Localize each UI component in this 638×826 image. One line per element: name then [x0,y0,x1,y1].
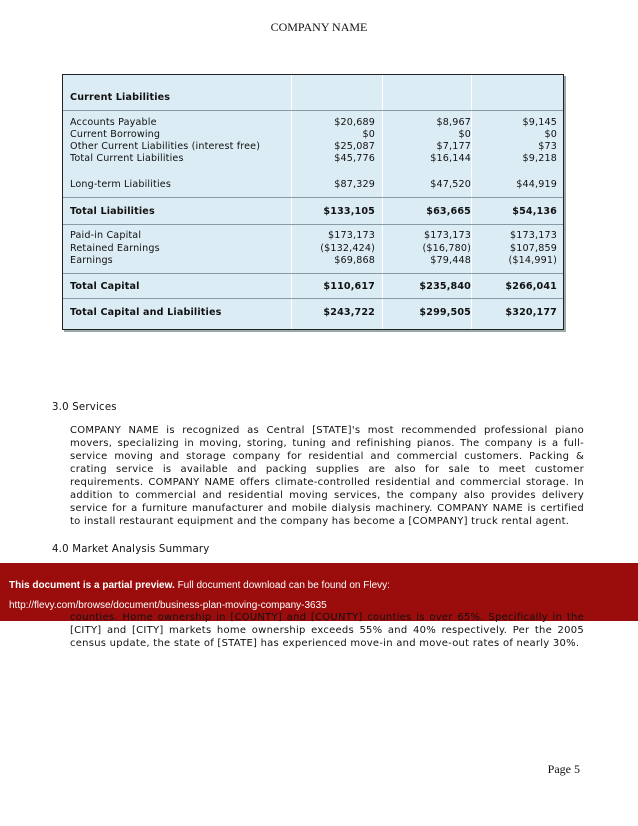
row-label: Accounts Payable [70,117,157,128]
cell-value: $243,722 [323,307,375,318]
row-label: Total Capital and Liabilities [70,307,222,318]
cell-value: $173,173 [510,230,557,241]
cell-value: $54,136 [512,206,557,217]
table-divider [63,110,563,111]
row-label: Long-term Liabilities [70,179,171,190]
row-label: Total Capital [70,281,140,292]
table-row [63,153,563,165]
row-label: Total Liabilities [70,206,155,217]
cell-value: $79,448 [430,255,471,266]
cell-value: $9,145 [522,117,557,128]
cell-value: $63,665 [426,206,471,217]
table-row [63,141,563,153]
cell-value: $87,329 [334,179,375,190]
page-header-title: COMPANY NAME [270,20,368,34]
table-row-total [63,307,563,319]
table-section-heading [63,92,563,104]
cell-value: $16,144 [430,153,471,164]
table-divider [63,224,563,225]
cell-value: $25,087 [334,141,375,152]
banner-notice [9,580,390,591]
cell-value: $45,776 [334,153,375,164]
table-row [63,230,563,242]
page-number: Page 5 [547,762,580,776]
banner-bold-text: This document is a partial preview. [9,580,175,591]
cell-value: $235,840 [419,281,471,292]
cell-value: $133,105 [323,206,375,217]
table-row-total [63,281,563,293]
banner-rest-text: Full document download can be found on Flevy: [174,580,390,591]
cell-value: $73 [538,141,557,152]
row-label: Total Current Liabilities [70,153,184,164]
table-row-total [63,206,563,218]
cell-value: $8,967 [436,117,471,128]
table-row [63,179,563,191]
row-label: Paid-in Capital [70,230,142,241]
row-label: Earnings [70,255,113,266]
section-heading-market-analysis: 4.0 Market Analysis Summary [52,544,210,555]
cell-value: $0 [458,129,471,140]
cell-value: $173,173 [424,230,471,241]
cell-value: $44,919 [516,179,557,190]
table-row [63,117,563,129]
cell-value: $7,177 [436,141,471,152]
balance-sheet-table [62,74,564,330]
table-divider [63,197,563,198]
cell-value: ($16,780) [422,243,471,254]
table-row [63,243,563,255]
cell-value: $320,177 [505,307,557,318]
cell-value: $266,041 [505,281,557,292]
cell-value: $107,859 [510,243,557,254]
row-label: Current Borrowing [70,129,161,140]
table-row [63,129,563,141]
table-row [63,255,563,267]
market-analysis-paragraph: counties. Home ownership in [COUNTY] and [COUNTY] counties is over 65%. Specifically in the [CITY] and [CITY] markets home ownership exceeds 55% and 40% respectively. Per the 2005 census update, the state of [STATE] has experienced move-in and move-out rates of nearly 30%. [70,612,584,649]
cell-value: $9,218 [522,153,557,164]
services-paragraph: COMPANY NAME is recognized as Central [STATE]'s most recommended professional piano movers, specializing in moving, storing, tuning and refinishing pianos. The company is a full-service moving and storage company for residential and commercial customers. Packing & crating service is available and packing supplies are also for sale to meet customer requirements. COMPANY NAME offers climate-controlled residential and commercial storage. In addition to commercial and residential moving services, the company also provides delivery service for a furniture manufacturer and mobile dialysis machinery. COMPANY NAME is certified to install restaurant equipment and the company has become a [COMPANY] truck rental agent. [70,425,584,527]
cell-value: $20,689 [334,117,375,128]
row-label: Retained Earnings [70,243,160,254]
cell-value: $299,505 [419,307,471,318]
section-heading-services: 3.0 Services [52,402,117,413]
table-divider [63,298,563,299]
cell-value: $0 [544,129,557,140]
cell-value: $110,617 [323,281,375,292]
row-label: Other Current Liabilities (interest free) [70,141,261,152]
cell-value: $0 [362,129,375,140]
cell-value: ($14,991) [508,255,557,266]
cell-value: ($132,424) [320,243,375,254]
cell-value: $47,520 [430,179,471,190]
row-label: Current Liabilities [70,92,171,103]
cell-value: $69,868 [334,255,375,266]
cell-value: $173,173 [328,230,375,241]
table-divider [63,273,563,274]
download-link[interactable]: http://flevy.com/browse/document/business-plan-moving-company-3635 [9,600,327,611]
